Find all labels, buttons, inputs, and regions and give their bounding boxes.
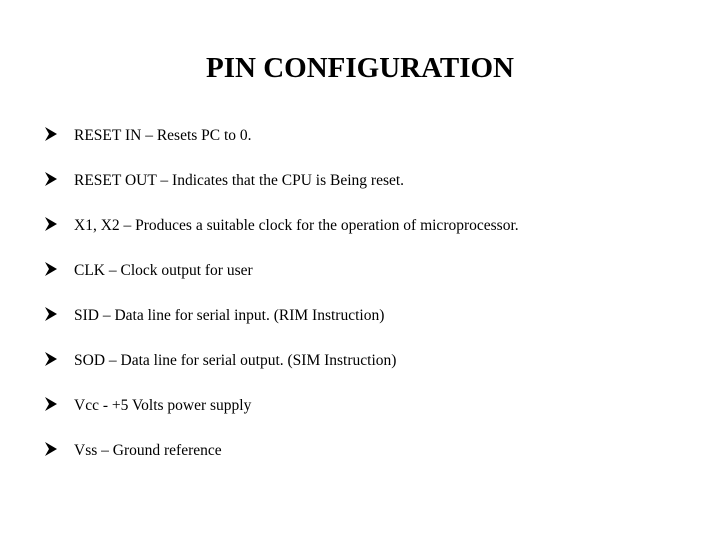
slide-title: PIN CONFIGURATION [206, 52, 514, 84]
arrowhead-bullet-icon [44, 171, 74, 191]
bullet-item-vcc [44, 383, 704, 428]
bullet-item-vss [44, 428, 704, 473]
bullet-item-reset-out [44, 158, 704, 203]
bullet-list [44, 113, 704, 473]
bullet-text: Vss – Ground reference [74, 441, 222, 459]
bullet-text: RESET IN – Resets PC to 0. [74, 126, 252, 144]
bullet-item-sod [44, 338, 704, 383]
bullet-text: X1, X2 – Produces a suitable clock for the operation of microprocessor. [74, 216, 519, 234]
bullet-text: RESET OUT – Indicates that the CPU is Being reset. [74, 171, 405, 189]
bullet-item-x1-x2 [44, 203, 704, 248]
bullet-item-clk [44, 248, 704, 293]
arrowhead-bullet-icon [44, 261, 74, 281]
bullet-item-sid [44, 293, 704, 338]
bullet-text: Vcc - +5 Volts power supply [74, 396, 252, 414]
bullet-item-reset-in [44, 113, 704, 158]
arrowhead-bullet-icon [44, 306, 74, 326]
bullet-text: SOD – Data line for serial output. (SIM Instruction) [74, 351, 397, 369]
arrowhead-bullet-icon [44, 396, 74, 416]
bullet-text: CLK – Clock output for user [74, 261, 253, 279]
bullet-text: SID – Data line for serial input. (RIM Instruction) [74, 306, 385, 324]
arrowhead-bullet-icon [44, 441, 74, 461]
arrowhead-bullet-icon [44, 216, 74, 236]
arrowhead-bullet-icon [44, 351, 74, 371]
arrowhead-bullet-icon [44, 126, 74, 146]
